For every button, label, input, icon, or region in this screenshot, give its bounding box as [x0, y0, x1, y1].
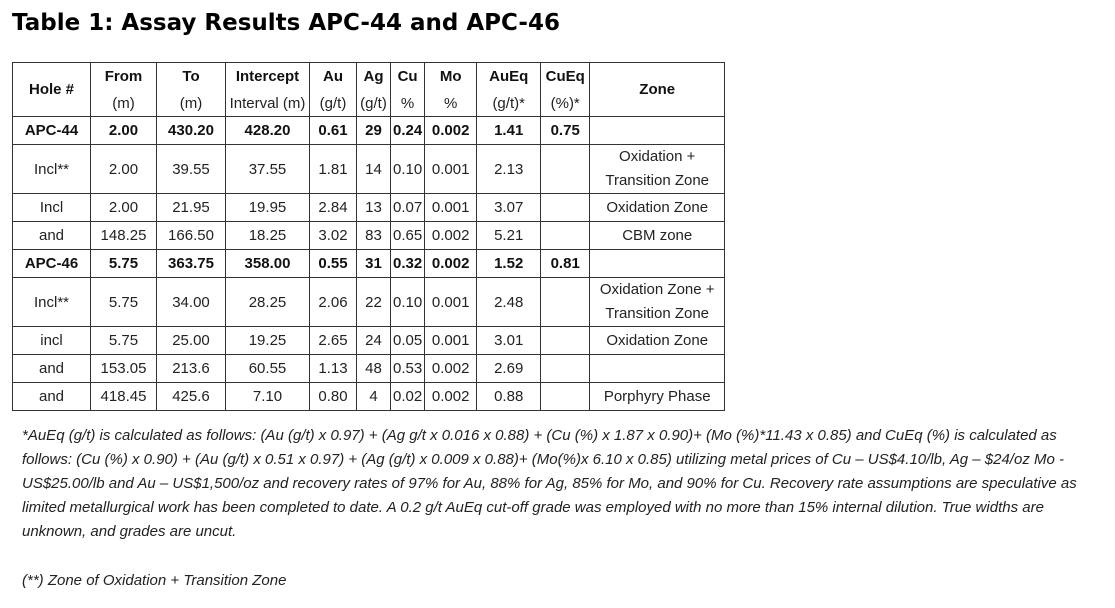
table-row — [13, 194, 725, 222]
zone-line: Oxidation Zone + — [599, 281, 715, 298]
cell-cu: 0.05 — [391, 327, 425, 355]
cell-hole: Incl** — [13, 145, 91, 194]
cell-mo: 0.001 — [425, 194, 477, 222]
cell-au: 1.81 — [310, 145, 357, 194]
cell-from: 418.45 — [91, 383, 157, 411]
cell-zone: CBM zone — [590, 222, 725, 250]
cell-hole: APC-46 — [13, 250, 91, 278]
cell-from: 2.00 — [91, 117, 157, 145]
cell-hole: and — [13, 355, 91, 383]
cell-cu: 0.65 — [391, 222, 425, 250]
cell-mo: 0.002 — [425, 383, 477, 411]
cell-mo: 0.001 — [425, 145, 477, 194]
table-row — [13, 327, 725, 355]
table-row — [13, 250, 725, 278]
cell-ag: 29 — [357, 117, 391, 145]
zone-line: Transition Zone — [605, 305, 710, 322]
zone-line: Transition Zone — [605, 172, 710, 189]
cell-ag: 14 — [357, 145, 391, 194]
table-row — [13, 355, 725, 383]
header-to: To (m) — [157, 63, 226, 117]
cell-aueq: 2.48 — [477, 278, 541, 327]
cell-to: 166.50 — [157, 222, 226, 250]
cell-intercept: 7.10 — [226, 383, 310, 411]
cell-intercept: 19.95 — [226, 194, 310, 222]
header-from: From (m) — [91, 63, 157, 117]
cell-to: 425.6 — [157, 383, 226, 411]
header-zone: Zone — [590, 63, 725, 117]
cell-hole: Incl — [13, 194, 91, 222]
cell-to: 25.00 — [157, 327, 226, 355]
cell-from: 148.25 — [91, 222, 157, 250]
cell-aueq: 5.21 — [477, 222, 541, 250]
cell-from: 153.05 — [91, 355, 157, 383]
cell-intercept: 18.25 — [226, 222, 310, 250]
cell-mo: 0.002 — [425, 355, 477, 383]
cell-mo: 0.002 — [425, 117, 477, 145]
cell-au: 2.65 — [310, 327, 357, 355]
cell-intercept: 28.25 — [226, 278, 310, 327]
cell-zone — [590, 250, 725, 278]
footnote-aueq-calculation: *AuEq (g/t) is calculated as follows: (Au (g/t) x 0.97) + (Ag g/t x 0.016 x 0.88) + (Cu (%) x 1.87 x 0.90)+ (Mo (%)*11.43 x 0.85) and CuEq (%) is calculated as follows: (Cu (%) x 0.90) + (Au (g/t) x 0.51 x 0.97) + (Ag (g/t) x 0.009 x 0.88)+ (Mo(%)x 6.10 x 0.85) utilizing metal prices of Cu – US$4.10/lb, Ag – $24/oz Mo - US$25.00/lb and Au – US$1,500/oz and recovery rates of 97% for Au, 88% for Ag, 85% for Mo, and 90% for Cu. Recovery rate assumptions are speculative as limited metallurgical work has been completed to date. A 0.2 g/t AuEq cut-off grade was employed with no more than 15% internal dilution. True widths are unknown, and grades are uncut. — [22, 427, 1077, 540]
cell-zone: Oxidation Zone — [590, 327, 725, 355]
cell-au: 0.80 — [310, 383, 357, 411]
cell-zone: Oxidation Zone — [590, 194, 725, 222]
table-row — [13, 222, 725, 250]
cell-hole: incl — [13, 327, 91, 355]
cell-from: 2.00 — [91, 145, 157, 194]
assay-results-table — [12, 62, 725, 411]
cell-mo: 0.001 — [425, 327, 477, 355]
cell-cu: 0.07 — [391, 194, 425, 222]
cell-intercept: 37.55 — [226, 145, 310, 194]
table-title: Table 1: Assay Results APC-44 and APC-46 — [12, 10, 560, 36]
cell-hole: Incl** — [13, 278, 91, 327]
cell-intercept: 428.20 — [226, 117, 310, 145]
cell-cueq: 0.75 — [541, 117, 590, 145]
cell-hole: and — [13, 383, 91, 411]
cell-cu: 0.53 — [391, 355, 425, 383]
cell-cueq — [541, 327, 590, 355]
cell-ag: 22 — [357, 278, 391, 327]
header-intercept: Intercept Interval (m) — [226, 63, 310, 117]
table-row — [13, 145, 725, 194]
cell-au: 1.13 — [310, 355, 357, 383]
cell-to: 21.95 — [157, 194, 226, 222]
cell-ag: 13 — [357, 194, 391, 222]
cell-from: 2.00 — [91, 194, 157, 222]
cell-from: 5.75 — [91, 327, 157, 355]
cell-ag: 48 — [357, 355, 391, 383]
header-mo: Mo % — [425, 63, 477, 117]
cell-to: 34.00 — [157, 278, 226, 327]
cell-cu: 0.02 — [391, 383, 425, 411]
table-row — [13, 117, 725, 145]
header-aueq: AuEq (g/t)* — [477, 63, 541, 117]
cell-to: 363.75 — [157, 250, 226, 278]
zone-line: Oxidation + — [619, 148, 696, 165]
cell-cu: 0.24 — [391, 117, 425, 145]
cell-intercept: 358.00 — [226, 250, 310, 278]
cell-ag: 31 — [357, 250, 391, 278]
cell-ag: 24 — [357, 327, 391, 355]
table-row — [13, 278, 725, 327]
cell-mo: 0.001 — [425, 278, 477, 327]
cell-au: 2.06 — [310, 278, 357, 327]
cell-to: 430.20 — [157, 117, 226, 145]
cell-zone — [590, 145, 725, 194]
cell-from: 5.75 — [91, 278, 157, 327]
cell-to: 213.6 — [157, 355, 226, 383]
cell-from: 5.75 — [91, 250, 157, 278]
cell-cueq — [541, 145, 590, 194]
cell-cueq — [541, 278, 590, 327]
cell-intercept: 19.25 — [226, 327, 310, 355]
header-row — [13, 63, 725, 117]
header-cu: Cu % — [391, 63, 425, 117]
cell-zone: Porphyry Phase — [590, 383, 725, 411]
cell-zone — [590, 278, 725, 327]
cell-aueq: 2.13 — [477, 145, 541, 194]
cell-au: 0.55 — [310, 250, 357, 278]
cell-cueq — [541, 355, 590, 383]
cell-aueq: 3.01 — [477, 327, 541, 355]
cell-cu: 0.32 — [391, 250, 425, 278]
cell-cueq — [541, 383, 590, 411]
cell-mo: 0.002 — [425, 250, 477, 278]
cell-mo: 0.002 — [425, 222, 477, 250]
cell-zone — [590, 355, 725, 383]
header-au: Au (g/t) — [310, 63, 357, 117]
cell-cueq: 0.81 — [541, 250, 590, 278]
cell-ag: 83 — [357, 222, 391, 250]
cell-to: 39.55 — [157, 145, 226, 194]
cell-hole: APC-44 — [13, 117, 91, 145]
cell-cu: 0.10 — [391, 278, 425, 327]
header-cueq: CuEq (%)* — [541, 63, 590, 117]
cell-aueq: 1.41 — [477, 117, 541, 145]
cell-aueq: 3.07 — [477, 194, 541, 222]
header-hole: Hole # — [13, 63, 91, 117]
footnote-zone-legend: (**) Zone of Oxidation + Transition Zone — [22, 572, 287, 589]
cell-ag: 4 — [357, 383, 391, 411]
cell-intercept: 60.55 — [226, 355, 310, 383]
cell-cu: 0.10 — [391, 145, 425, 194]
cell-au: 2.84 — [310, 194, 357, 222]
cell-au: 3.02 — [310, 222, 357, 250]
cell-zone — [590, 117, 725, 145]
cell-aueq: 0.88 — [477, 383, 541, 411]
cell-cueq — [541, 222, 590, 250]
cell-aueq: 1.52 — [477, 250, 541, 278]
table-row — [13, 383, 725, 411]
cell-aueq: 2.69 — [477, 355, 541, 383]
header-ag: Ag (g/t) — [357, 63, 391, 117]
cell-hole: and — [13, 222, 91, 250]
cell-au: 0.61 — [310, 117, 357, 145]
cell-cueq — [541, 194, 590, 222]
